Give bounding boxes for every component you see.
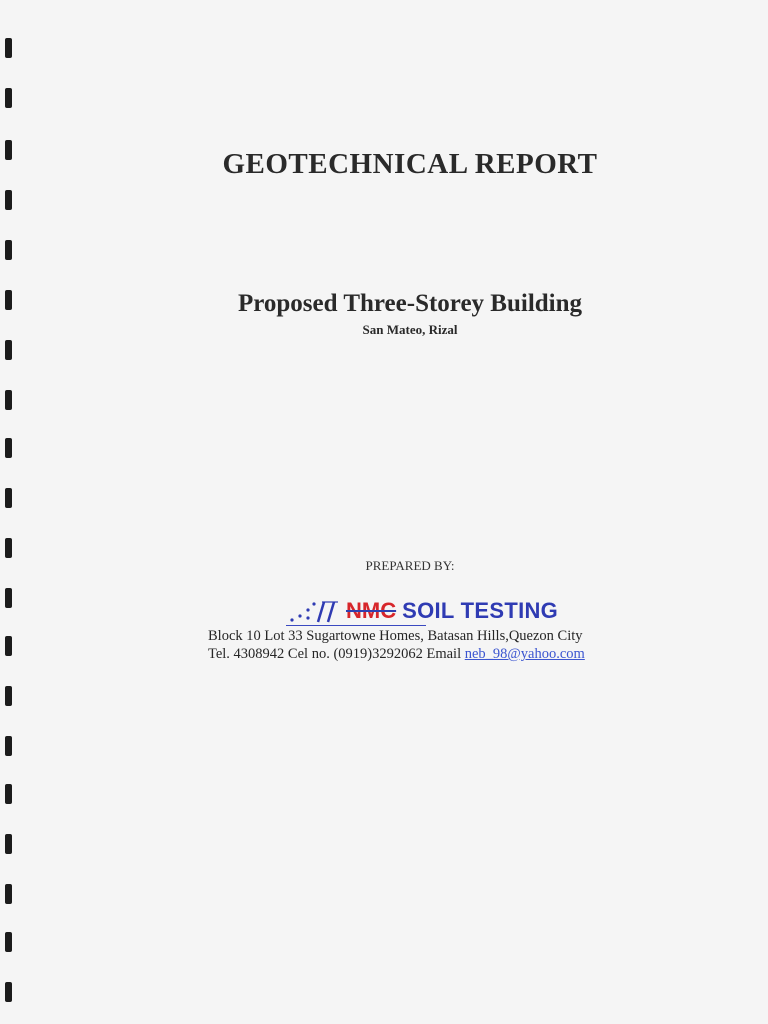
binding-hole (5, 834, 12, 854)
binding-hole (5, 88, 12, 108)
logo-dots-icon (286, 596, 342, 626)
logo-soil-testing-text: SOIL TESTING (402, 598, 559, 623)
project-title: Proposed Three-Storey Building (237, 290, 583, 317)
contact-phone-text: Tel. 4308942 Cel no. (0919)3292062 Email (208, 646, 462, 662)
binding-hole (5, 340, 12, 360)
binding-hole (5, 38, 12, 58)
project-location: San Mateo, Rizal (362, 322, 458, 337)
binding-hole (5, 636, 12, 656)
binding-hole (5, 538, 12, 558)
report-title: GEOTECHNICAL REPORT (222, 148, 598, 180)
binding-hole (5, 784, 12, 804)
logo-nmc-mark: NMC (346, 598, 397, 623)
prepared-by-label: PREPARED BY: (365, 558, 455, 573)
binding-hole (5, 390, 12, 410)
company-contact (208, 646, 585, 663)
binding-hole (5, 884, 12, 904)
binding-hole (5, 240, 12, 260)
email-link[interactable]: neb_98@yahoo.com (464, 646, 585, 662)
binding-hole (5, 190, 12, 210)
binding-hole (5, 932, 12, 952)
binding-hole (5, 686, 12, 706)
binding-hole (5, 588, 12, 608)
company-address: Block 10 Lot 33 Sugartowne Homes, Batasan Hills,Quezon City (208, 628, 583, 644)
binding-hole (5, 982, 12, 1002)
binding-hole (5, 488, 12, 508)
binding-hole (5, 736, 12, 756)
logo-underline (286, 625, 426, 626)
binding-hole (5, 438, 12, 458)
company-logo (286, 594, 558, 628)
